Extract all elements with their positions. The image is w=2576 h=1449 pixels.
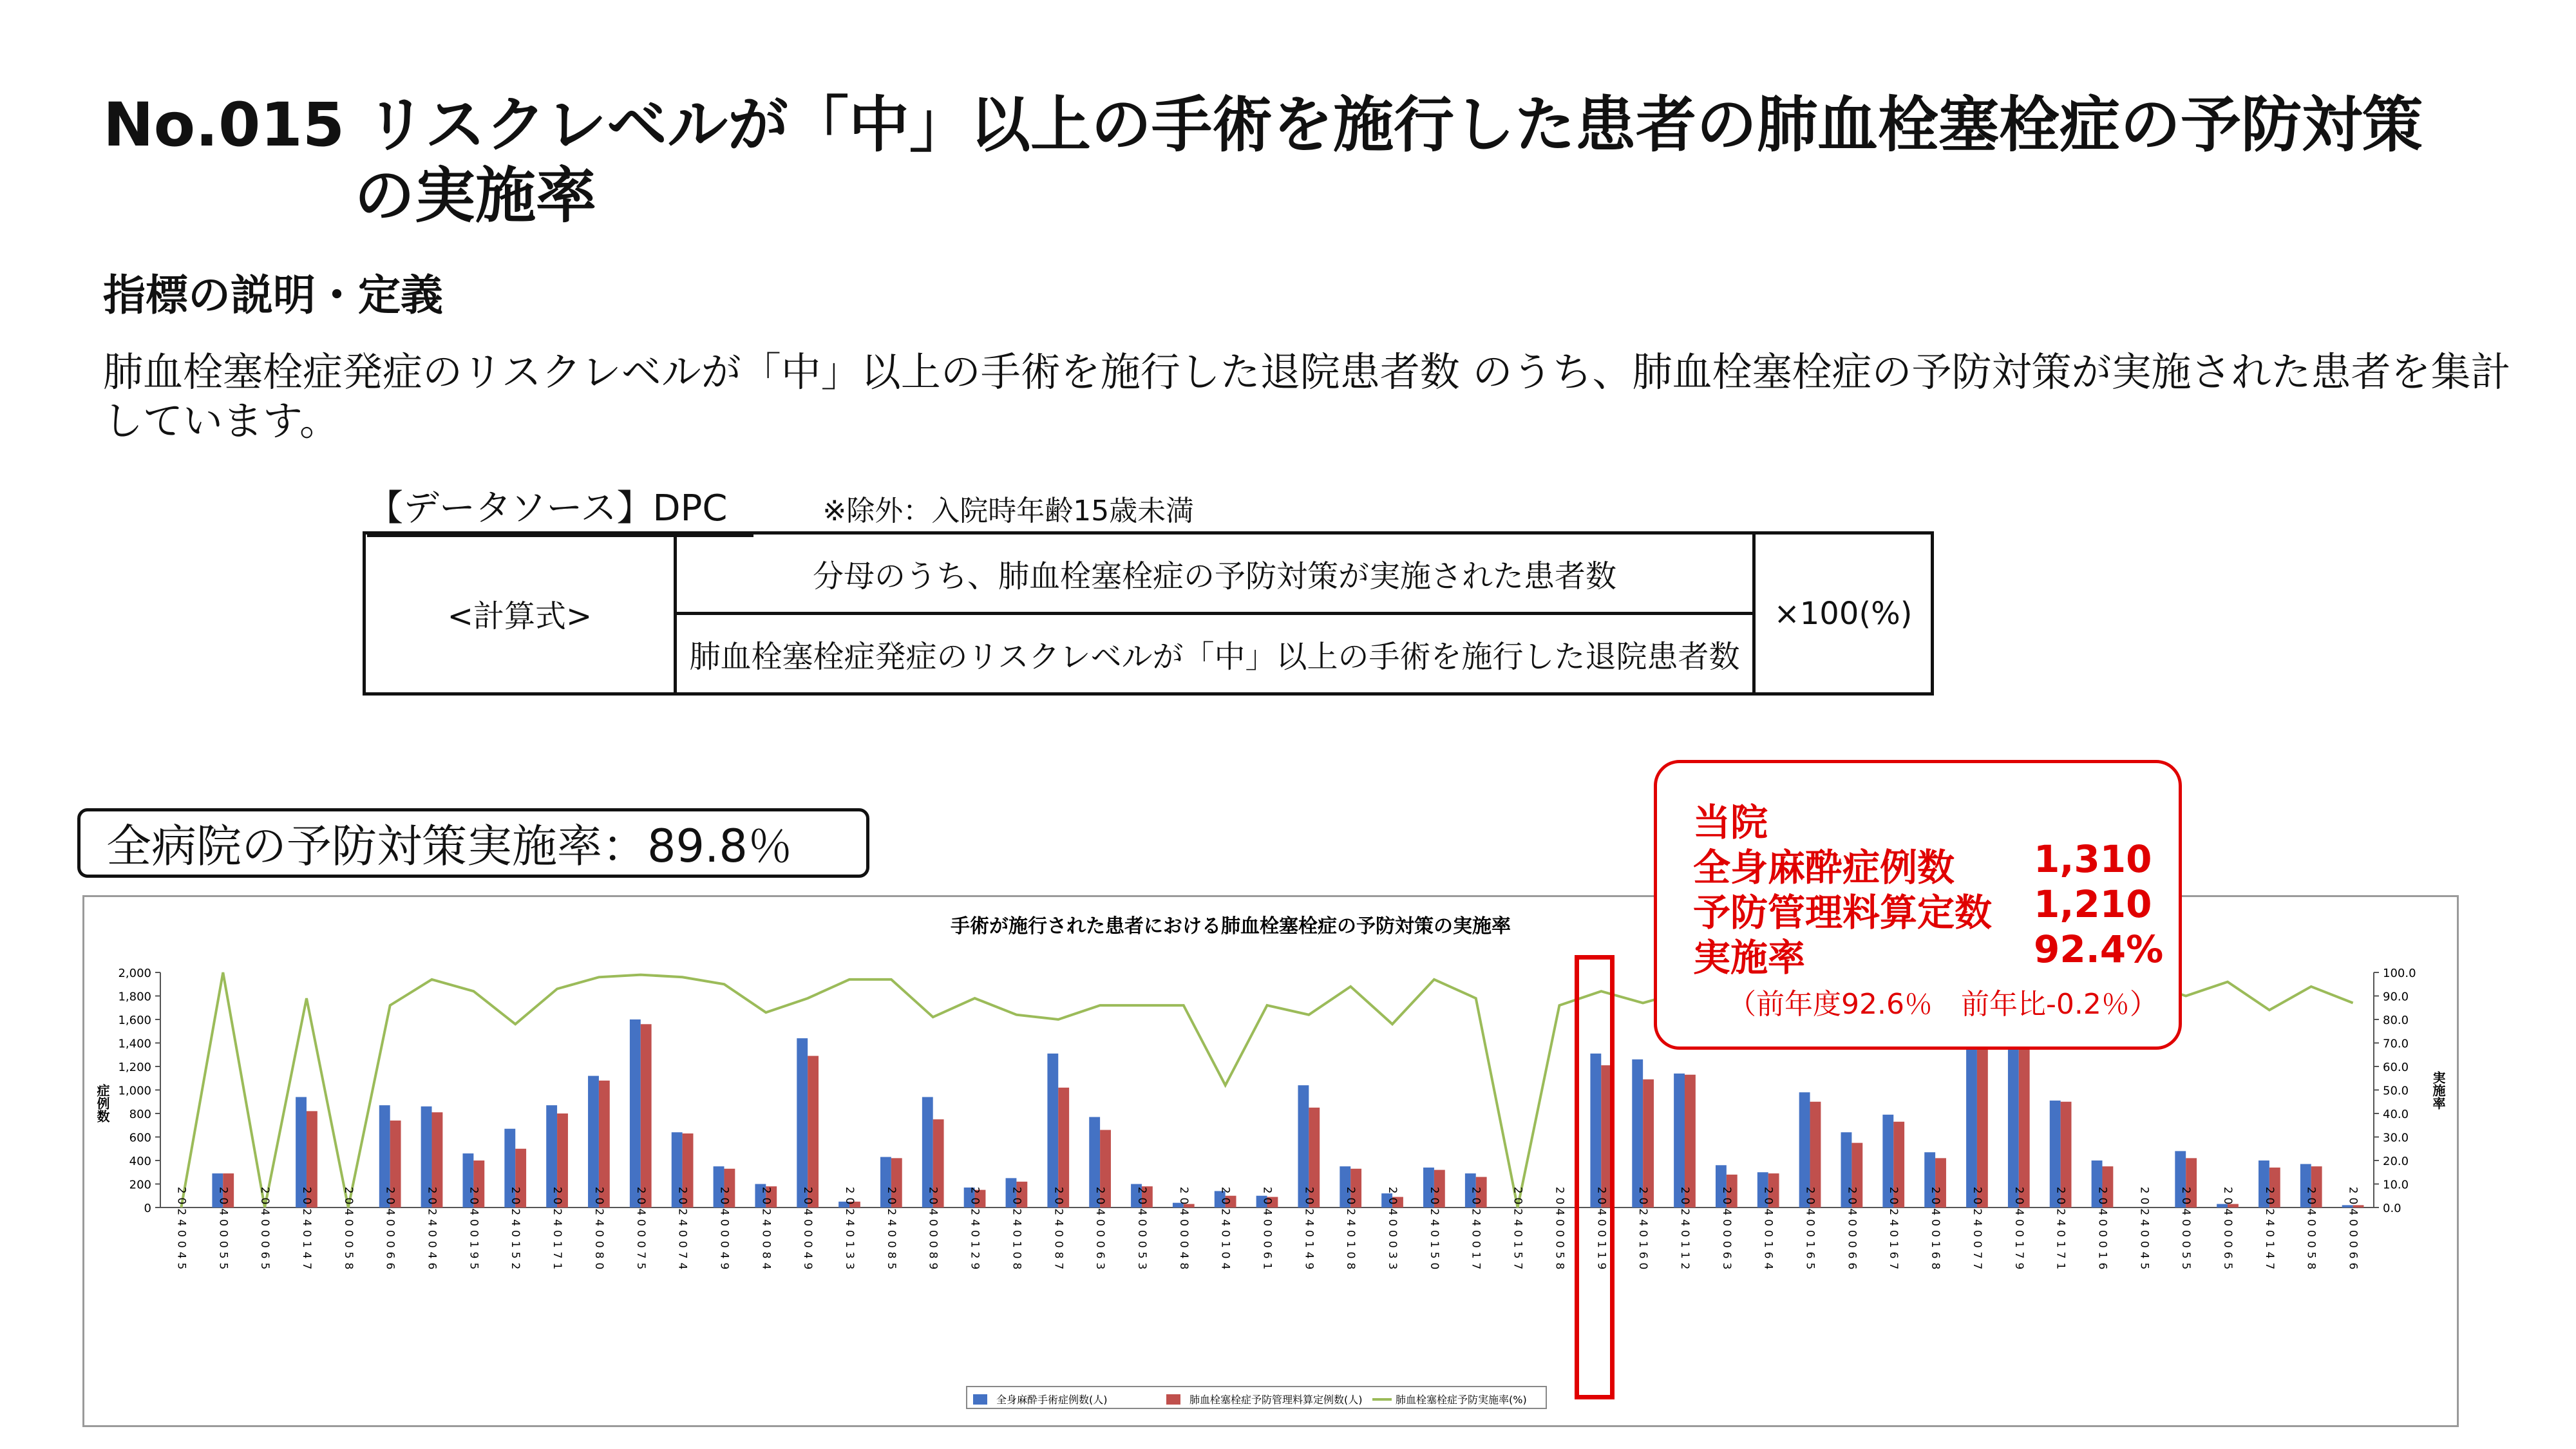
x-tick-label: 20240077 xyxy=(1970,1186,1984,1274)
x-tick-label: 20240074 xyxy=(676,1186,689,1274)
x-tick-label: 20400058 xyxy=(341,1186,355,1274)
y2-tick-label: 50.0 xyxy=(2383,1084,2409,1098)
x-tick-label: 20240045 xyxy=(2137,1186,2151,1274)
page-title-line2: の実施率 xyxy=(354,161,597,231)
y2-tick-label: 0.0 xyxy=(2383,1202,2401,1215)
formula-denominator: 肺血栓塞栓症発症のリスクレベルが「中」以上の手術を施行した退院患者数 xyxy=(676,614,1754,694)
bar-surgeries xyxy=(2008,1030,2019,1208)
y2-tick-label: 90.0 xyxy=(2383,990,2409,1004)
y-tick-label: 1,200 xyxy=(118,1061,151,1074)
callout-heading: 当院 xyxy=(1693,800,1768,844)
x-tick-label: 20240017 xyxy=(1469,1186,1482,1274)
x-tick-label: 20240087 xyxy=(1052,1186,1065,1274)
x-tick-label: 20400066 xyxy=(1845,1186,1859,1274)
bar-prevention xyxy=(2019,1043,2030,1208)
y-tick-label: 200 xyxy=(129,1178,151,1192)
page-title xyxy=(103,90,2486,232)
x-tick-label: 20240084 xyxy=(759,1186,773,1274)
x-tick-label: 20400179 xyxy=(2012,1186,2025,1274)
y2-tick-label: 70.0 xyxy=(2383,1037,2409,1051)
x-tick-label: 20400055 xyxy=(216,1186,230,1274)
data-source xyxy=(367,480,1194,537)
y-tick-label: 1,600 xyxy=(118,1014,151,1027)
bar-prevention xyxy=(808,1056,819,1208)
x-tick-label: 20240150 xyxy=(1427,1186,1441,1274)
callout-label-billing: 予防管理料算定数 xyxy=(1693,891,1993,934)
bar-surgeries xyxy=(797,1038,808,1208)
x-tick-label: 20400016 xyxy=(2096,1186,2109,1274)
x-tick-label: 20400065 xyxy=(258,1186,272,1274)
x-tick-label: 20400049 xyxy=(801,1186,815,1274)
formula-numerator: 分母のうち、肺血栓塞栓症の予防対策が実施された患者数 xyxy=(676,533,1754,614)
bar-surgeries xyxy=(1966,1031,1977,1208)
y-tick-label: 800 xyxy=(129,1108,151,1121)
definition-description: 肺血栓塞栓症発症のリスクレベルが「中」以上の手術を施行した退院患者数 のうち、肺血栓塞栓症の予防対策が実施された患者を集計しています。 xyxy=(103,348,2511,444)
x-tick-label: 20240160 xyxy=(1636,1186,1650,1274)
formula-label: <計算式> xyxy=(365,533,676,694)
y2-tick-label: 30.0 xyxy=(2383,1131,2409,1145)
x-tick-label: 20240157 xyxy=(1511,1186,1524,1274)
x-tick-label: 20400063 xyxy=(1719,1186,1733,1274)
overall-rate-text: 全病院の予防対策実施率：89.8％ xyxy=(106,820,793,873)
x-tick-label: 20240147 xyxy=(2262,1186,2276,1274)
x-tick-label: 20400066 xyxy=(2346,1186,2360,1274)
y-tick-label: 1,800 xyxy=(118,990,151,1004)
callout-label-rate: 実施率 xyxy=(1693,936,1806,980)
callout-previous-year: （前年度92.6％ 前年比-0.2％） xyxy=(1728,988,2158,1021)
y-tick-label: 600 xyxy=(129,1131,151,1145)
bar-prevention xyxy=(641,1024,652,1208)
callout-value-rate: 92.4% xyxy=(2034,927,2164,971)
x-tick-label: 20400075 xyxy=(634,1186,647,1274)
x-tick-label: 20400195 xyxy=(467,1186,480,1274)
y2-tick-label: 20.0 xyxy=(2383,1155,2409,1168)
x-tick-label: 20400065 xyxy=(2221,1186,2235,1274)
x-tick-label: 20240104 xyxy=(1218,1186,1232,1274)
y2-tick-label: 60.0 xyxy=(2383,1061,2409,1074)
x-tick-label: 20240080 xyxy=(592,1186,605,1274)
exclusion-note: ※除外：入院時年齢15歳未満 xyxy=(822,495,1195,527)
formula-multiplier: ×100(%) xyxy=(1754,533,1933,694)
data-source-label: 【データソース】DPC xyxy=(367,480,753,537)
hospital-callout xyxy=(1654,760,2182,1050)
x-tick-label: 20400165 xyxy=(1803,1186,1817,1274)
x-tick-label: 20400053 xyxy=(1135,1186,1148,1274)
x-tick-label: 20400055 xyxy=(2179,1186,2193,1274)
x-tick-label: 20240171 xyxy=(551,1186,564,1274)
legend-label: 全身麻酔手術症例数(人) xyxy=(996,1394,1108,1406)
x-tick-label: 20400164 xyxy=(1761,1186,1775,1274)
x-tick-label: 20400058 xyxy=(1553,1186,1566,1274)
x-tick-label: 20400048 xyxy=(1177,1186,1190,1274)
y-tick-label: 1,000 xyxy=(118,1084,151,1098)
x-tick-label: 20240147 xyxy=(299,1186,313,1274)
x-tick-label: 20400089 xyxy=(926,1186,940,1274)
callout-value-billing: 1,210 xyxy=(2034,882,2152,926)
callout-label-surgeries: 全身麻酔症例数 xyxy=(1693,846,1955,889)
bar-prevention xyxy=(1977,1043,1988,1208)
page-title-line1: No.015 リスクレベルが「中」以上の手術を施行した患者の肺血栓塞栓症の予防対策 xyxy=(103,90,2423,160)
x-tick-label: 20240149 xyxy=(1302,1186,1316,1274)
y-tick-label: 2,000 xyxy=(118,967,151,980)
bar-surgeries xyxy=(630,1019,641,1208)
legend-swatch xyxy=(1166,1394,1180,1405)
x-tick-label: 20400119 xyxy=(1595,1186,1608,1274)
y2-axis-label: 実施率 xyxy=(2430,1071,2446,1110)
x-tick-label: 20240085 xyxy=(884,1186,898,1274)
legend-label: 肺血栓塞栓症予防実施率(%) xyxy=(1396,1394,1527,1406)
x-tick-label: 20400061 xyxy=(1260,1186,1274,1274)
x-tick-label: 20240045 xyxy=(175,1186,188,1274)
definition-heading: 指標の説明・定義 xyxy=(103,270,443,320)
x-tick-label: 20240171 xyxy=(2054,1186,2067,1274)
bar-surgeries xyxy=(1047,1054,1058,1208)
x-tick-label: 20240108 xyxy=(1344,1186,1358,1274)
x-tick-label: 20240046 xyxy=(425,1186,439,1274)
legend-swatch xyxy=(973,1394,987,1405)
y2-tick-label: 100.0 xyxy=(2383,967,2416,980)
overall-rate-box xyxy=(77,808,869,878)
x-tick-label: 20240167 xyxy=(1887,1186,1900,1274)
x-tick-label: 20400066 xyxy=(383,1186,397,1274)
y-axis-label: 症例数 xyxy=(95,1084,110,1122)
highlighted-hospital-marker xyxy=(1575,955,1615,1399)
y-tick-label: 1,400 xyxy=(118,1037,151,1051)
y2-tick-label: 40.0 xyxy=(2383,1108,2409,1121)
y-tick-label: 0 xyxy=(144,1202,151,1215)
x-tick-label: 20400033 xyxy=(1386,1186,1399,1274)
formula-table xyxy=(363,531,1934,696)
x-tick-label: 20240108 xyxy=(1010,1186,1023,1274)
bar-surgeries xyxy=(1632,1059,1643,1208)
y2-tick-label: 10.0 xyxy=(2383,1178,2409,1192)
x-tick-label: 20240133 xyxy=(843,1186,857,1274)
x-tick-label: 20400049 xyxy=(717,1186,731,1274)
callout-value-surgeries: 1,310 xyxy=(2034,837,2152,881)
x-tick-label: 20240112 xyxy=(1678,1186,1691,1274)
x-tick-label: 20400058 xyxy=(2304,1186,2318,1274)
x-tick-label: 20240152 xyxy=(509,1186,522,1274)
legend-label: 肺血栓塞栓症予防管理料算定例数(人) xyxy=(1189,1394,1363,1406)
y2-tick-label: 80.0 xyxy=(2383,1014,2409,1027)
x-tick-label: 20400063 xyxy=(1094,1186,1107,1274)
y-tick-label: 400 xyxy=(129,1155,151,1168)
x-tick-label: 20240129 xyxy=(968,1186,981,1274)
x-tick-label: 20400168 xyxy=(1929,1186,1942,1274)
chart-title: 手術が施行された患者における肺血栓塞栓症の予防対策の実施率 xyxy=(951,915,1511,938)
